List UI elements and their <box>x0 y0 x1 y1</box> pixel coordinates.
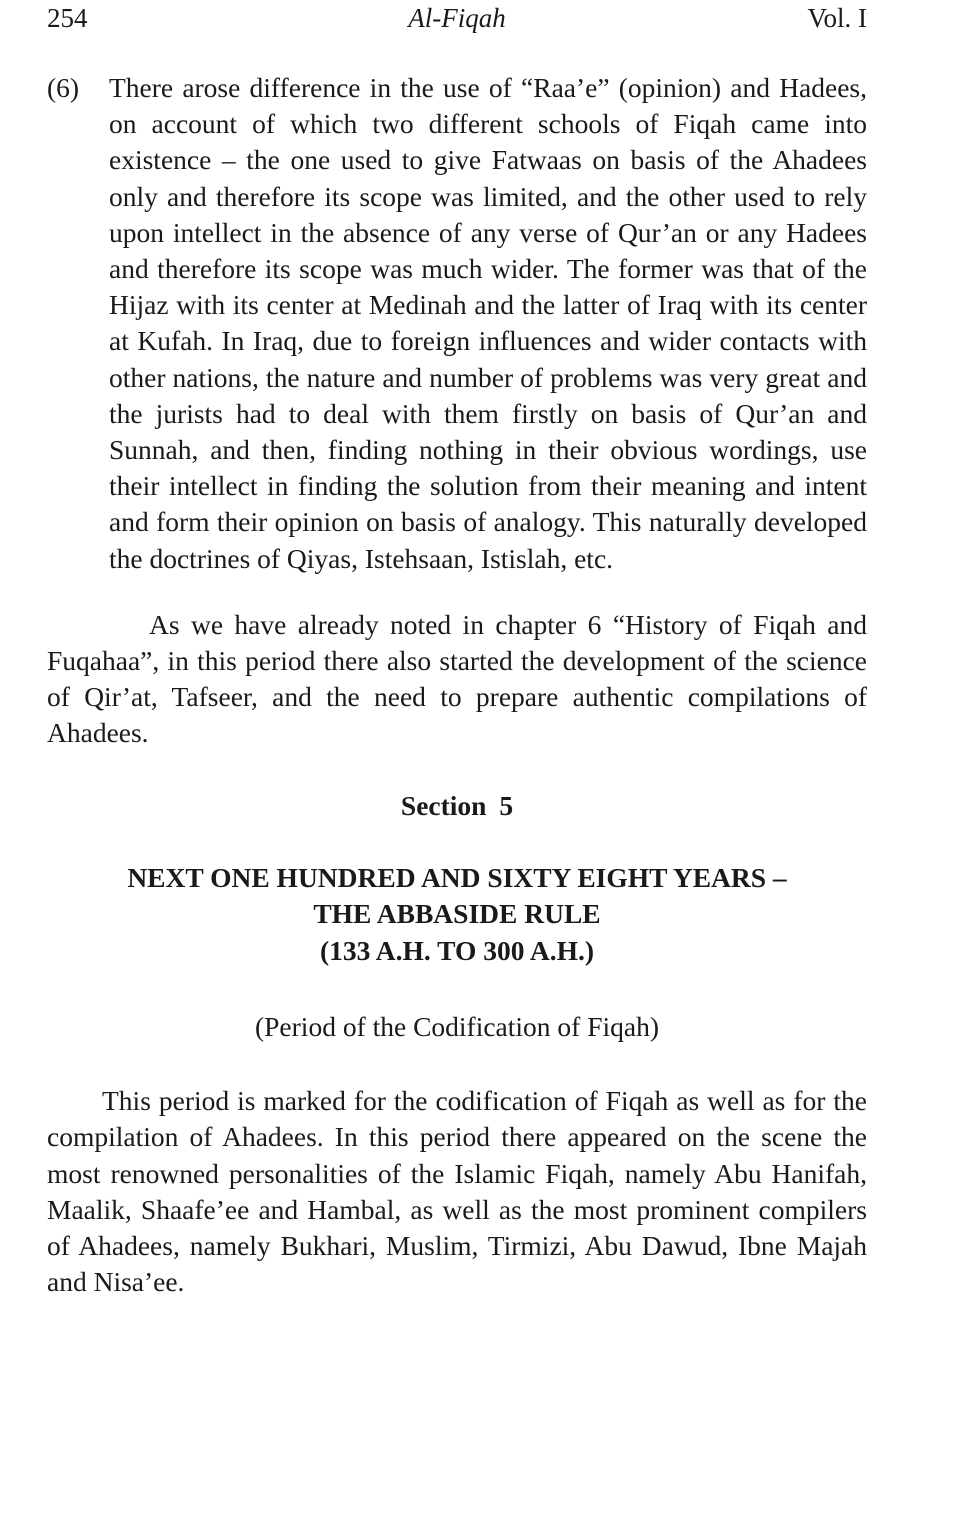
numbered-item-6 <box>47 70 867 577</box>
section-heading-line-3: (133 A.H. TO 300 A.H.) <box>319 934 595 966</box>
section-subtitle: (Period of the Codification of Fiqah) <box>254 1011 659 1043</box>
book-title: Al-Fiqah <box>408 3 506 33</box>
book-page <box>47 0 867 1300</box>
section-heading <box>47 860 867 970</box>
item-text: There arose difference in the use of “Raa’e” (opinion) and Hadees, on account of which two different schools of Fiqah came into existence – the one used to give Fatwaas on basis of the Ahadees only and therefore its scope was limited, and the other used to rely upon intellect in the absence of any verse of Qur’an or any Hadees and therefore its scope was much wider. The former was that of the Hijaz with its center at Medinah and the latter of Iraq with its center at Kufah. In Iraq, due to foreign influences and wider contacts with other nations, the nature and number of problems was very great and the jurists had to deal with them firstly on basis of Qur’an and Sunnah, and then, finding nothing in their obvious wordings, use their intellect in finding the solution from their meaning and intent and form their opinion on basis of analogy. This naturally developed the doctrines of Qiyas, Istehsaan, Istislah, etc. <box>109 72 867 574</box>
paragraph-history: As we have already noted in chapter 6 “History of Fiqah and Fuqahaa”, in this period there also started the development of the science of Qir’at, Tafseer, and the need to prepare authentic compilations of Ahadees. <box>47 608 867 749</box>
running-head <box>47 0 867 36</box>
item-number: (6) <box>47 72 80 103</box>
page-number: 254 <box>47 3 88 33</box>
section-heading-line-1: NEXT ONE HUNDRED AND SIXTY EIGHT YEARS – <box>127 861 787 893</box>
paragraph-period: This period is marked for the codification of Fiqah as well as for the compilation of Ahadees. In this period there appeared on the scene the most renowned personalities of the Islamic Fiqah, namely Abu Hanifah, Maalik, Shaafe’ee and Hambal, as well as the most prominent compilers of Ahadees, namely Bukhari, Muslim, Tirmizi, Abu Dawud, Ibne Majah and Nisa’ee. <box>47 1085 867 1298</box>
volume-label: Vol. I <box>807 3 867 33</box>
section-heading-line-2: THE ABBASIDE RULE <box>313 898 601 930</box>
section-label: Section 5 <box>400 789 514 821</box>
